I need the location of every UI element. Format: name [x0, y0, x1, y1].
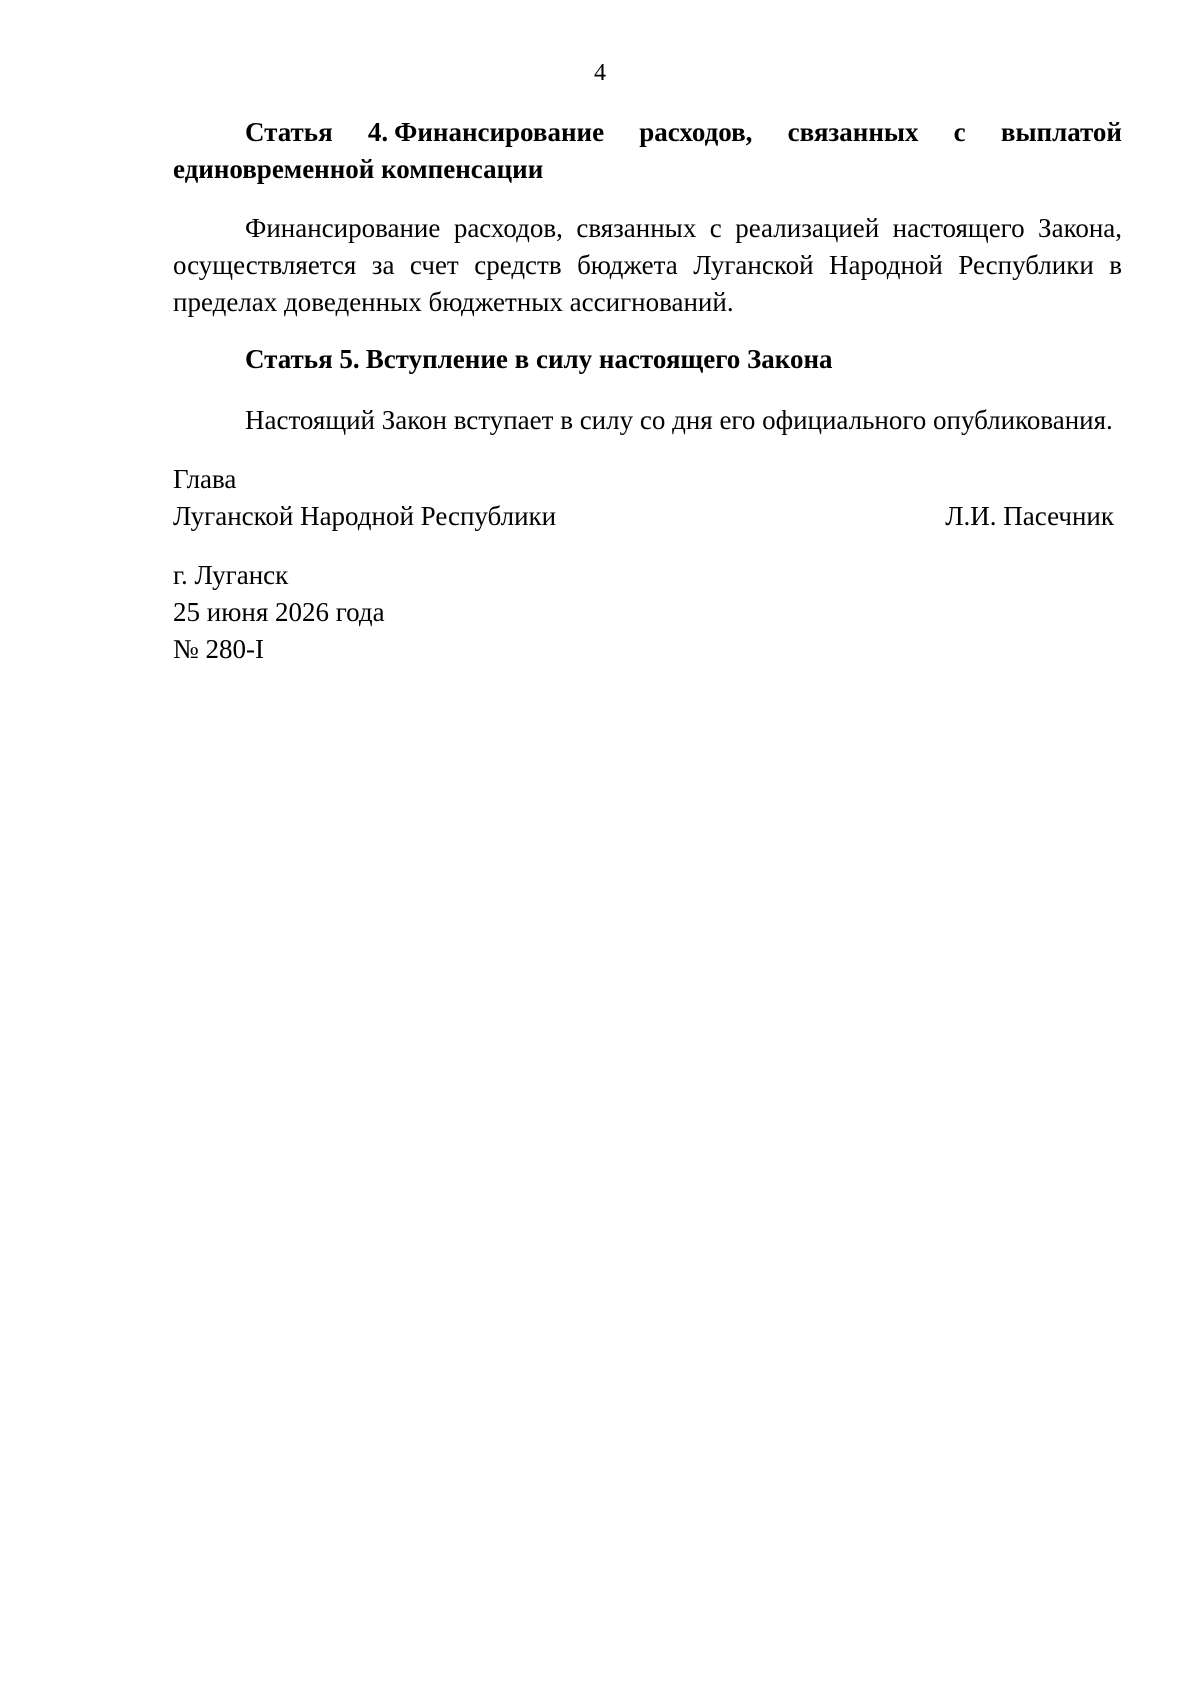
article-4-number: Статья 4.	[245, 117, 389, 147]
issuance-city: г. Луганск	[173, 560, 289, 590]
article-4-title: Финансирование расходов, связанных с выплатой единовременной компенсации	[173, 117, 1122, 184]
signature-block	[173, 461, 1122, 535]
article-4-body: Финансирование расходов, связанных с реализацией настоящего Закона, осуществляется за счет средств бюджета Луганской Народной Республики в пределах доведенных бюджетных ассигнований.	[173, 213, 1122, 317]
issuance-block	[173, 557, 1122, 668]
signature-line	[173, 498, 1114, 535]
article-5-number: Статья 5.	[245, 344, 360, 374]
signature-position-line1: Глава	[173, 464, 237, 494]
signatory-name: Л.И. Пасечник	[945, 501, 1114, 531]
signature-position-line2: Луганской Народной Республики	[173, 501, 557, 531]
article-4-heading	[173, 114, 1122, 188]
article-5-body: Настоящий Закон вступает в силу со дня его официального опубликования.	[245, 405, 1113, 435]
law-number: № 280-I	[173, 634, 264, 664]
page-number: 4	[594, 60, 606, 86]
article-5-title: Вступление в силу настоящего Закона	[365, 344, 833, 374]
issuance-date: 25 июня 2026 года	[173, 597, 385, 627]
article-5-heading	[173, 341, 1122, 378]
document-body	[173, 114, 1122, 668]
